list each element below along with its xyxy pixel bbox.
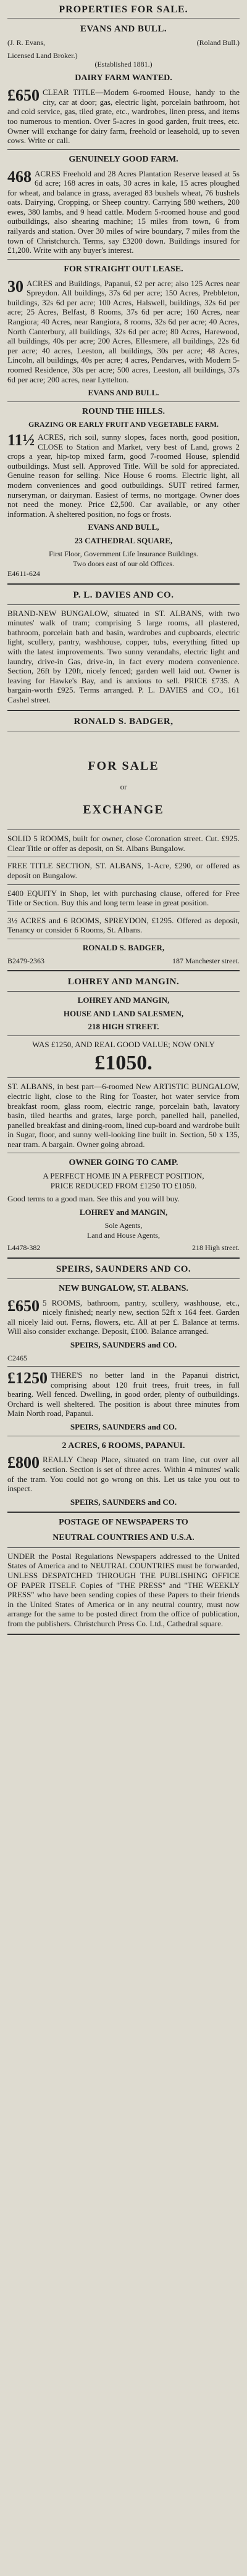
divider: [7, 1547, 240, 1548]
divider: [7, 149, 240, 150]
ad6-address: 187 Manchester street.: [172, 956, 240, 965]
ad3-heading: FOR STRAIGHT OUT LEASE.: [64, 264, 183, 274]
ad4-number: 11½: [7, 430, 35, 449]
ad8-body-2: [7, 1370, 240, 1418]
ad1-heading: DAIRY FARM WANTED.: [75, 73, 172, 83]
ad6-body-1: SOLID 5 ROOMS, built for owner, close Coronation street. Cut. £925. Clear Title or offer as deposit, on St. Albans Bungalow.: [7, 834, 240, 853]
ad6-body-4: 3½ ACRES and 6 ROOMS, SPREYDON, £1295. Offered as deposit, Tenancy or consider 6 Rooms, St. Albans.: [7, 915, 240, 935]
ad-evans-bull-title: EVANS AND BULL.: [80, 24, 167, 35]
ad7-salesmen: HOUSE AND LAND SALESMEN,: [63, 1008, 184, 1018]
ad9-heading-1: POSTAGE OF NEWSPAPERS TO: [59, 1518, 188, 1528]
divider: [7, 401, 240, 402]
ad4-signoff-2: 23 CATHEDRAL SQUARE,: [74, 535, 173, 545]
ad4-signoff-3: First Floor, Government Life Insurance Buildings.: [49, 549, 198, 558]
ad2-number: 468: [7, 167, 31, 186]
divider: [7, 259, 240, 260]
ad8-signature-2: SPEIRS, SAUNDERS and CO.: [70, 1422, 177, 1431]
ad8-heading-3: 2 ACRES, 6 ROOMS, PAPANUI.: [62, 1441, 185, 1451]
ad4-heading: ROUND THE HILLS.: [82, 406, 165, 416]
ad-davies-title: P. L. DAVIES AND CO.: [73, 590, 174, 600]
ad4-ref: E4611-624: [7, 569, 40, 578]
ad2-body-text: ACRES Freehold and 28 Acres Plantation Reserve leased at 5s 6d acre; 168 acres in oats, 30 acres in kale, 15 acres ploughed for wheat, and balance in grass, averaged 83 bushels wheat, 76 bushels oats. Dairying, Cropping, or Sheep country. Carrying 580 wethers, 200 ewes, 380 lambs, and 9 head cattle. Modern 5-roomed house and good outbuildings, also shearing machine; 15 miles from town, 6 from railyards and station. Over 30 miles of wire boundary, 7 miles from the town of Christchurch. Terms, say £3200 down. Buildings insured for £1,200. Write with any buyer's interest.: [7, 168, 240, 255]
ad7-footer: [7, 1243, 240, 1252]
ad7-owner-line: OWNER GOING TO CAMP.: [69, 1158, 178, 1168]
ad3-body: [7, 279, 240, 385]
ad1-price: £650: [7, 86, 40, 105]
divider: [7, 911, 240, 912]
ad3-signoff: EVANS AND BULL.: [88, 388, 159, 398]
ad7-signature: LOHREY and MANGIN,: [79, 1208, 168, 1217]
ad-speirs-title: SPEIRS, SAUNDERS AND CO.: [56, 1264, 191, 1274]
ad7-body-1: ST. ALBANS, in best part—6-roomed New ARTISTIC BUNGALOW, electric light, close to the Ring for Toaster, hot water service from breakfast room, glass room, electric range, porcelain bath, lavatory basin, tiled hearths and grates, large porch, panelled hall, panelled, panelled breakfast and dining-room, lined cup-board and wardrobe built in Sugar, floor, and sunny well-looking line built in. Section, 50 x 135, near tram. A bargain. Owner going abroad.: [7, 1082, 240, 1149]
ad3-number: 30: [7, 277, 23, 295]
ad-evans-bull-names: [7, 38, 240, 47]
ad4-signoff-4: Two doors east of our old Offices.: [73, 559, 174, 568]
ad6-for-sale: FOR SALE: [88, 759, 159, 773]
established-line: (Established 1881.): [94, 59, 153, 68]
ad2-heading: GENUINELY GOOD FARM.: [69, 154, 178, 164]
ad7-was-line: WAS £1250, AND REAL GOOD VALUE; NOW ONLY: [32, 1039, 215, 1049]
divider: [7, 1035, 240, 1036]
ad6-exchange: EXCHANGE: [83, 803, 164, 817]
ad5-body: [7, 609, 240, 705]
ad6-body-3: £400 EQUITY in Shop, let with purchasing clause, offered for Free Title or Section. Buy this and long term lease in great position.: [7, 888, 240, 908]
name-left: (J. R. Evans,: [7, 38, 45, 47]
ad7-land: Land and House Agents,: [87, 1231, 160, 1240]
ad8-body-1: [7, 1298, 240, 1336]
name-right: (Roland Bull.): [196, 38, 240, 47]
divider: [7, 1634, 240, 1635]
ad8-ref-1: C2465: [7, 1353, 28, 1362]
ad-lohrey-title: LOHREY AND MANGIN.: [67, 976, 180, 987]
ad6-ref: B2479-2363: [7, 956, 44, 965]
ad8-price-2: £1250: [7, 1368, 48, 1387]
ad7-reduced: PRICE REDUCED FROM £1250 TO £1050.: [50, 1180, 197, 1190]
ad7-sole: Sole Agents,: [104, 1220, 143, 1230]
divider: [7, 1512, 240, 1513]
ad4-subheading: GRAZING OR EARLY FRUIT AND VEGETABLE FARM.: [28, 419, 219, 429]
ad8-body-2-text: THERE'S no better land in the Papanui district, comprising about 120 fruit trees, fruit trees, in full bearing. Well fenced. Dwelling, in good order, plenty of outbuildings. Orchard is well sheltered. The position is about three minutes from Main North road, Papanui.: [7, 1370, 240, 1418]
divider: [7, 970, 240, 971]
ad8-heading: NEW BUNGALOW, ST. ALBANS.: [59, 1283, 188, 1293]
licensed-line: Licensed Land Broker.): [7, 51, 78, 60]
divider: [7, 1077, 240, 1078]
ad8-body-3-text: REALLY Cheap Place, situated on tram line, cut over all section. Section is set of three acres. Within 4 minutes' walk of the tram. You could not go wrong on this. Let us take you out to inspect.: [7, 1455, 240, 1494]
ad6-signature: RONALD S. BADGER,: [82, 942, 165, 952]
ad7-names: LOHREY AND MANGIN,: [77, 995, 170, 1005]
ad8-price-3: £800: [7, 1454, 40, 1472]
ad1-body: [7, 88, 240, 146]
page-title: PROPERTIES FOR SALE.: [7, 0, 240, 19]
divider: [7, 1366, 240, 1367]
ad5-body-text: BRAND-NEW BUNGALOW, situated in ST. ALBANS, with two minutes' walk of tram; comprising 5 large rooms, all plastered, bathroom, porcelain bath and basin, wardrobes and cupboards, electric light, scullery, pantry, washhouse, copper, tubs, everything fitted up with the latest improvements. Two sunny verandahs, electric light and laundry, drive-in Gas, drive-in, in fact every modern convenience. Section, 26ft by 120ft, nicely fenced; garden well laid out. Owner is leaving for Hawke's Bay, and is anxious to sell. PRICE £735. A bargain-worth £925. Terms arranged. P. L. DAVIES and CO., 161 Cashel street.: [7, 608, 240, 705]
ad3-body-text: ACRES and Buildings, Papanui, £2 per acre; also 125 Acres near Spreydon. All buildings, 37s 6d per acre; 150 Acres, Prebbleton, buildings, 32s 6d per acre; 100 Acres, Halswell, buildings, 32s 6d per acre; 25 Acres, Belfast, 8 Rooms, 37s 6d per acre; 160 Acres, near Rangiora; 40 Acres, near Rangiora, 8 rooms, 32s 6d per acre; 40 Acres, North Canterbury, all buildings, 32s 6d per acre; 80 Acres, Harewood, all buildings, 40s per acre; 200 Acres, Ellesmere, all buildings, 22s 6d per acre; 40 acres, Leeston, all buildings, 30s per acre; 48 Acres, Lincoln, all buildings, 40s per acre; 4 acres, Pendarves, with Modern 5-roomed Residence, 30s per acre; 500 acres, Leeston, all buildings, 37s 6d per acre; 200 acres, near Lyttelton.: [7, 278, 240, 384]
ad1-body-text: CLEAR TITLE—Modern 6-roomed House, handy to the city, car at door; gas, electric light, porcelain bathroom, hot and cold service, gas, tiled grate, etc., wardrobes, linen press, and items too numerous to mention. Over 5-acres in good garden, fruit trees, etc. Owner will exchange for dairy farm, freehold or leasehold, up to seven cows. Write or call.: [7, 88, 240, 146]
ad7-address: 218 HIGH STREET.: [88, 1022, 159, 1032]
divider: [7, 583, 240, 585]
ad7-ref: L4478-382: [7, 1243, 41, 1253]
divider: [7, 829, 240, 830]
ad4-body: [7, 432, 240, 519]
ad6-body-2: FREE TITLE SECTION, ST. ALBANS, 1-Acre, £290, or offered as deposit on Bungalow.: [7, 861, 240, 880]
ad7-price: £1050.: [94, 1051, 153, 1075]
divider: [7, 991, 240, 992]
ad6-footer: [7, 957, 240, 965]
divider: [7, 710, 240, 711]
ad8-body-1-text: 5 ROOMS, bathroom, pantry, scullery, washhouse, etc., nicely finished; nearly new, section 52ft x 164 feet. Garden all nicely laid out. Ferns, flowers, etc. All at per £. Balance at terms. Will also consider exchange. Deposit, £100. Balance arranged.: [7, 1298, 240, 1336]
ad9-body: UNDER the Postal Regulations Newspapers addressed to the United States of America and to NEUTRAL COUNTRIES must be forwarded, UNLESS DESPATCHED THROUGH THE PUBLISHING OFFICE OF PAPER ITSELF. Copies of "THE PRESS" and "THE WEEKLY PRESS" who have been sending copies of these Papers to their friends in the United States of America or in any neutral country, must now arrange for the same to be posted direct from the office of publication, from the publishers. Christchurch Press Co. Ltd., Cathedral square.: [7, 1551, 240, 1629]
ad9-heading-2: NEUTRAL COUNTRIES AND U.S.A.: [52, 1533, 195, 1543]
divider: [7, 884, 240, 885]
ad7-body-2: Good terms to a good man. See this and you will buy.: [7, 1194, 180, 1204]
ad4-body-text: ACRES, rich soil, sunny slopes, faces north, good position, CLOSE to Station and Market, very best of Land, grows 2 crops a year, hip-top mixed farm, good 7-roomed House, splendid outbuildings. Must sell. Approved Title. Will be sold for appreciated. Genuine reason for selling. Nice House 6 rooms. Electric light, all modern conveniences and good outbuildings. SUIT retired farmer, nurseryman, or dairyman. Easiest of terms, no mortgage. Owner does not need the money. Price £2,500. Car available, or any other information. A sheltered position, no fogs or frosts.: [7, 432, 240, 519]
ad4-signoff-1: EVANS AND BULL,: [88, 522, 159, 532]
ad8-body-3: [7, 1455, 240, 1493]
divider: [7, 1257, 240, 1259]
divider: [7, 604, 240, 605]
ad8-price-1: £650: [7, 1296, 40, 1315]
ad7-perfect: A PERFECT HOME IN A PERFECT POSITION,: [43, 1171, 204, 1181]
ad8-signature-1: SPEIRS, SAUNDERS and CO.: [70, 1339, 177, 1349]
ad7-addr: 218 High street.: [192, 1243, 240, 1253]
ad-badger-title: RONALD S. BADGER,: [73, 716, 174, 726]
ad8-signature-3: SPEIRS, SAUNDERS and CO.: [70, 1497, 177, 1507]
ad2-body: [7, 169, 240, 255]
ad6-or: or: [120, 781, 127, 791]
divider: [7, 1278, 240, 1279]
